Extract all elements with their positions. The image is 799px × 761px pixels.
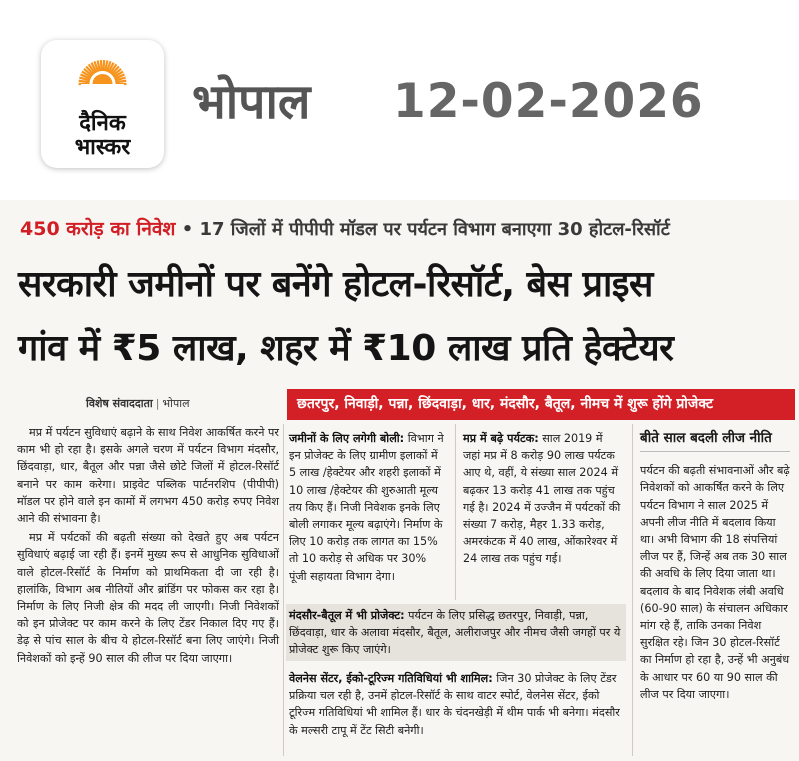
logo-word-dainik: दैनिक — [79, 111, 126, 136]
dainik-bhaskar-logo — [41, 40, 164, 168]
kicker-highlight: 450 करोड़ का निवेश — [20, 218, 176, 240]
sun-ray — [115, 81, 126, 82]
edition-date: 12-02-2026 — [393, 74, 704, 129]
sun-ray — [103, 60, 104, 71]
subhead-bidding: जमीनों के लिए लगेगी बोली: — [289, 432, 405, 445]
article-column-1 — [17, 424, 279, 669]
headline-line-1: सरकारी जमीनों पर बनेंगे होटल-रिसॉर्ट, बेस प्राइस — [18, 264, 653, 305]
subhead-tourists: मप्र में बढ़े पर्यटक: — [463, 432, 539, 445]
paragraph: मप्र में पर्यटन सुविधाएं बढ़ाने के साथ निवेश आकर्षित करने पर काम भी हो रहा है। इसके अगले चरण में पर्यटन विभाग मंदसौर, छिंदवाड़ा, धार, बैतूल और पन्ना जैसे छोटे जिलों में होटल-रिसॉर्ट बनाने पर काम करेगा। प्राइवेट पब्लिक पार्टनरशिप (पीपीपी) मॉडल पर होने वाले इन कामों में लगभग 450 करोड़ रुपए निवेश आने की संभावना है। — [17, 426, 279, 526]
article-column-4 — [640, 430, 790, 703]
projects-banner: छतरपुर, निवाड़ी, पन्ना, छिंदवाड़ा, धार, मंदसौर, बैतूल, नीमच में शुरू होंगे प्रोजेक्ट — [287, 389, 795, 420]
paragraph: विभाग ने इन प्रोजेक्ट के लिए ग्रामीण इलाकों में 5 लाख /हेक्टेयर और शहरी इलाकों में 10 लाख /हेक्टेयर की शुरुआती मूल्य तय किए हैं। निजी निवेशक इनके लिए बोली लगाकर मूल्य बढ़ाएंगे। निर्माण के लिए 10 करोड़ तक लागत का 15% तो 10 करोड़ से अधिक पर 30% पूंजी सहायता विभाग देगा। — [289, 432, 444, 583]
paragraph: साल 2019 में जहां मप्र में 8 करोड़ 90 लाख पर्यटक आए थे, वहीं, ये संख्या साल 2024 में बढ़कर 13 करोड़ 41 लाख तक पहुंच गई है। 2024 में उज्जैन में पर्यटकों की संख्या 7 करोड़, मैहर 1.33 करोड़, अमरकंटक में 40 लाख, ओंकारेश्वर में 24 लाख तक पहुंच गई। — [463, 432, 621, 566]
paragraph: मप्र में पर्यटकों की बढ़ती संख्या को देखते हुए अब पर्यटन सुविधाएं बढ़ाई जा रही हैं। इनमें मुख्य रूप से आधुनिक सुविधाओं वाले होटल-रिसॉर्ट के निर्माण को प्राथमिकता दी जा रही है। हालांकि, विभाग अब नीतियों और ब्रांडिंग पर फोकस कर रहा है। निर्माण के लिए निजी क्षेत्र की मदद ली जाएगी। निजी निवेशकों को इन प्रोजेक्ट पर काम करने के लिए टेंडर निकाल दिए गए हैं। डेढ़ से पांच साल के बीच ये होटल-रिसॉर्ट बना लिए जाएंगे। निजी निवेशकों को इन्हें 90 साल की लीज पर दिया जाएगा। — [17, 531, 279, 665]
paragraph: जिन 30 प्रोजेक्ट के लिए टेंडर प्रक्रिया चल रही है, उनमें होटल-रिसॉर्ट के साथ वाटर स्पोर्ट, वेलनेस सेंटर, ईको टूरिज्म गतिविधियां भी शामिल हैं। धार के चंदनखेड़ी में थीम पार्क भी बनेगा। मंदसौर के मल्सरी टापू में टेंट सिटी बनेगी। — [289, 672, 620, 737]
byline-author: विशेष संवाददाता — [86, 397, 153, 410]
byline — [86, 396, 190, 411]
highlight-box — [286, 604, 626, 661]
byline-separator: | — [155, 397, 160, 410]
article-column-5 — [289, 670, 629, 739]
headline-line-2: गांव में ₹5 लाख, शहर में ₹10 लाख प्रति हेक्टेयर — [18, 328, 674, 369]
sun-logo-icon — [41, 52, 164, 112]
logo-word-bhaskar: भास्कर — [74, 135, 131, 160]
subhead-mandsaur-betul: मंदसौर-बैतूल में भी प्रोजेक्ट: — [289, 609, 405, 622]
article-kicker — [20, 216, 790, 243]
article-column-2 — [289, 430, 447, 585]
subhead-lease-policy: बीते साल बदली लीज नीति — [640, 430, 790, 452]
column-divider — [283, 424, 284, 756]
byline-place: भोपाल — [162, 397, 190, 410]
paragraph: पर्यटन की बढ़ती संभावनाओं और बढ़े निवेशकों को आकर्षित करने के लिए पर्यटन विभाग ने साल 2025 में अपनी लीज नीति में बदलाव किया था। अभी विभाग की 18 संपत्तियां लीज पर हैं, जिन्हें अब तक 30 साल की अवधि के लिए दिया जाता था। बदलाव के बाद निवेशक लंबी अवधि (60-90 साल) के संचालन अधिकार मांग रहे हैं, ताकि उनका निवेश सुरक्षित रहे। जिन 30 होटल-रिसॉर्ट का निर्माण हो रहा है, उन्हें भी अनुबंध के आधार पर 60 या 90 साल की लीज पर दिया जाएगा। — [640, 464, 790, 701]
column-divider — [455, 424, 456, 600]
article-column-3 — [463, 430, 623, 568]
sun-ray — [101, 60, 102, 71]
page-header — [0, 0, 799, 195]
subhead-wellness: वेलनेस सेंटर, ईको-टूरिज्म गतिविधियां भी शामिल: — [289, 672, 493, 685]
paragraph: पर्यटन के लिए प्रसिद्ध छतरपुर, निवाड़ी, पन्ना, छिंदवाड़ा, धार के अलावा मंदसौर, बैतूल, अलीराजपुर और नीमच जैसी जगहों पर ये प्रोजेक्ट शुरू किए जाएंगे। — [289, 609, 621, 657]
column-divider — [632, 424, 633, 756]
sun-mask — [81, 84, 124, 112]
kicker-text: • 17 जिलों में पीपीपी मॉडल पर पर्यटन विभाग बनाएगा 30 होटल-रिसॉर्ट — [175, 219, 670, 240]
edition-city: भोपाल — [192, 74, 311, 130]
